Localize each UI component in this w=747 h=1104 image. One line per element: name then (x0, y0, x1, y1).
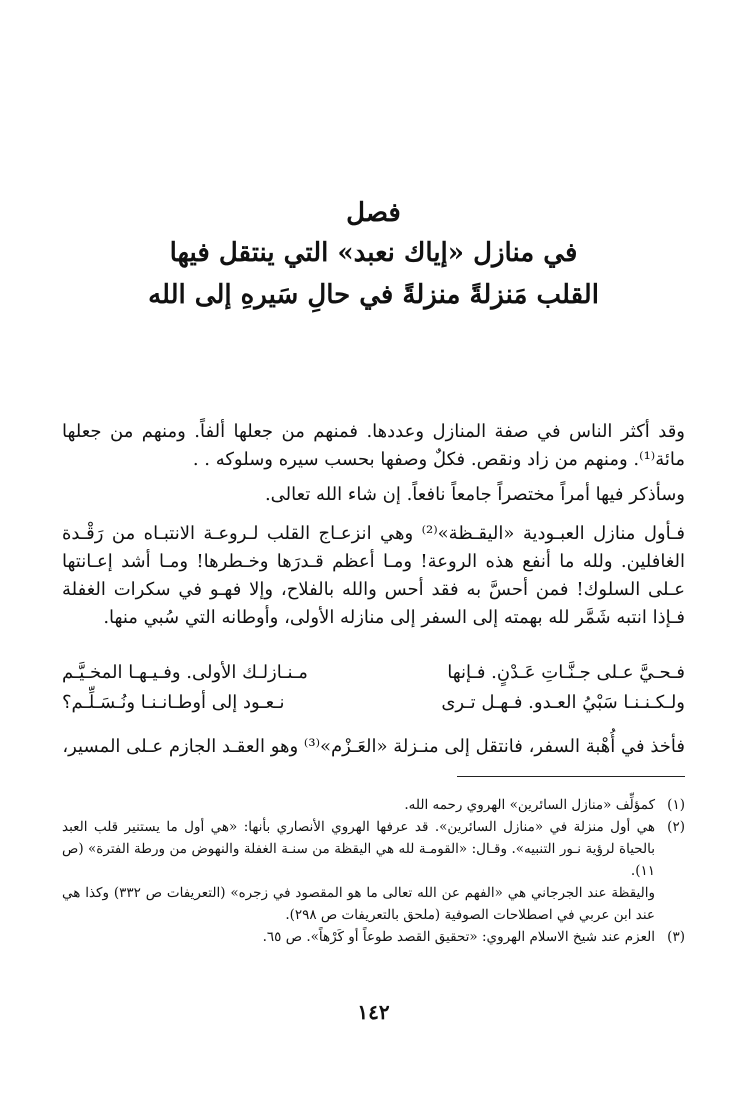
footnote-text: العزم عند شيخ الاسلام الهروي: «تحقيق القصد طوعاً أو كَرْهاً». ص ٦٥. (262, 929, 655, 945)
page-number: ١٤٢ (357, 1000, 390, 1024)
chapter-title-line-2: القلب مَنزلةً منزلةً في حالِ سَيرهِ إلى الله (148, 280, 599, 310)
paragraph-1: وقد أكثر الناس في صفة المنازل وعددها. فمنهم من جعلها ألفاً. ومنهم من جعلها مائة⁽¹⁾. ومنهم من زاد ونقص. فكلٌ وصفها بحسب سيره وسلوكه . . (62, 421, 685, 470)
verse-second-hemistich: نـعـود إلى أوطـانـنـا ونُـسَـلِّـم؟ (62, 692, 285, 713)
footnote-text: هي أول منزلة في «منازل السائرين». قد عرفها الهروي الأنصاري بأنها: «هي أول ما يستنير قلب العبد بالحياة لرؤية نـور التنبيه». وقـال: «القومـة لله هي اليقظة من سنـة الغفلة والنهوض من ورطة الفترة» (ص ١١). (62, 819, 655, 879)
poem-verse (62, 662, 685, 692)
chapter-heading: فصل (346, 198, 401, 228)
footnote-number: (٣) (667, 929, 685, 945)
footnote (62, 816, 685, 882)
poem (62, 662, 685, 722)
paragraph-4: فأخذ في أُهْبة السفر، فانتقل إلى منـزلة «العَـزْم»⁽³⁾ وهو العقـد الجازم عـلى المسير، (62, 736, 685, 757)
footnote-number: (٢) (667, 819, 685, 835)
footnote (62, 794, 685, 816)
footnote-text: كمؤلِّف «منازل السائرين» الهروي رحمه الله. (404, 797, 655, 813)
footnote-divider (457, 776, 685, 777)
footnotes (62, 794, 685, 948)
verse-first-hemistich: فـحـيَّ عـلى جـنَّـاتِ عَـدْنٍ. فـإنها (447, 662, 685, 683)
chapter-title-line-1: في منازل «إياك نعبد» التي ينتقل فيها (169, 238, 578, 268)
verse-second-hemistich: مـنـازلـك الأولى. وفـيـهـا المخـيَّـم (62, 662, 308, 683)
footnote-number: (١) (667, 797, 685, 813)
paragraph-2: وسأذكر فيها أمراً مختصراً جامعاً نافعاً. إن شاء الله تعالى. (264, 484, 685, 505)
footnote (62, 882, 685, 926)
verse-first-hemistich: ولـكـنـنـا سَبْيُ العـدو. فـهـل تـرى (441, 692, 685, 713)
footnote (62, 926, 685, 948)
poem-verse (62, 692, 685, 722)
footnote-text: واليقظة عند الجرجاني هي «الفهم عن الله تعالى ما هو المقصود في زجره» (التعريفات ص ٣٣٢) وكذا هي عند ابن عربي في اصطلاحات الصوفية (ملحق بالتعريفات ص ٢٩٨). (62, 885, 655, 923)
paragraph-3: فـأول منازل العبـودية «اليقـظة»⁽²⁾ وهي انزعـاج القلب لـروعـة الانتبـاه من رَقْـدة الغافلين. ولله ما أنفع هذه الروعة! ومـا أعظم قـدرَها وخـطرها! ومـا أشد إعـانتها عـلى السلوك! فمن أحسَّ به فقد أحس والله بالفلاح، وإلا فهـو في سكرات الغفلة فـإذا انتبه شَمَّر لله بهمته إلى السفر إلى منازله الأولى، وأوطانه التي سُبي منها. (62, 523, 685, 628)
